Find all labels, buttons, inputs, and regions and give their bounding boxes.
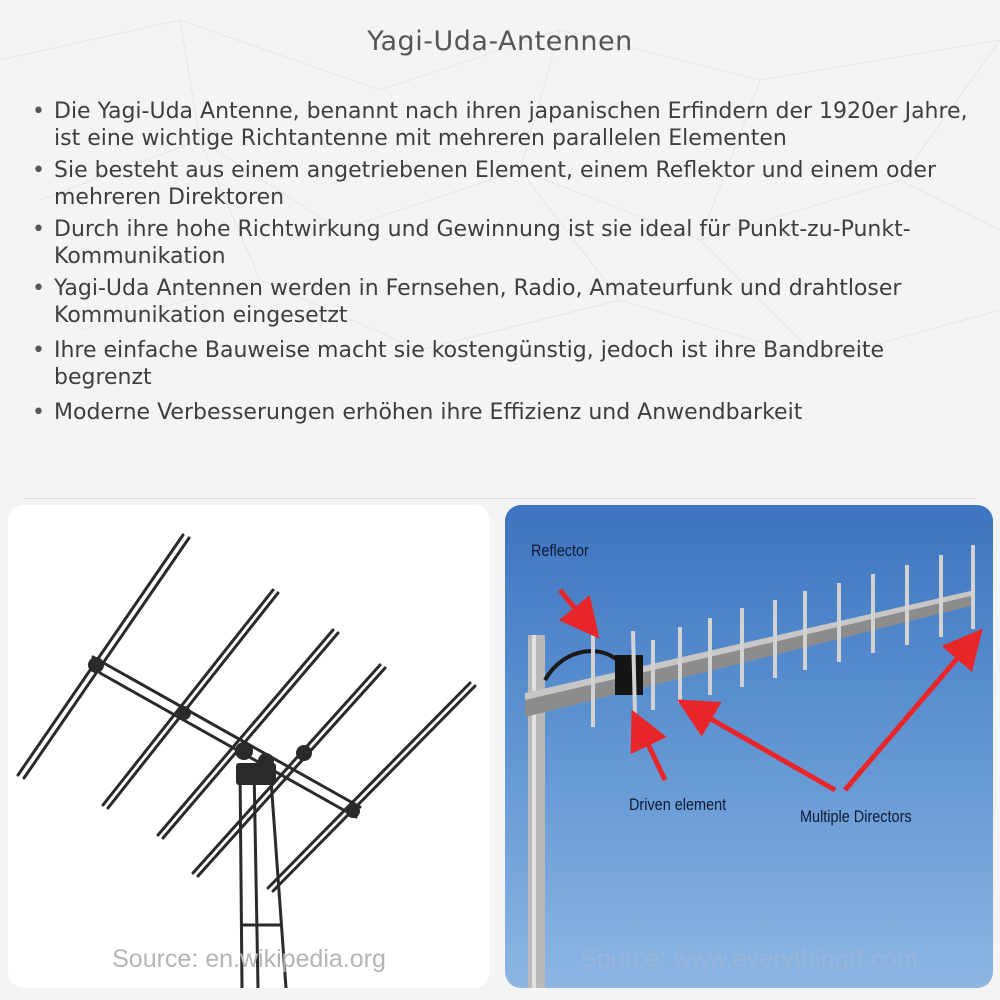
bullet-item: • Sie besteht aus einem angetriebenen Element, einem Reflektor und einem oder mehreren Direktoren [30,157,970,211]
antenna-photo [505,505,993,988]
image-source-caption: Source: www.everythingrf.com [580,945,918,973]
bullet-item: • Moderne Verbesserungen erhöhen ihre Effizienz und Anwendbarkeit [30,399,970,426]
antenna-photo-image [505,505,993,988]
divider [25,498,975,499]
reflector-label: Reflector [531,541,589,560]
multiple-directors-label: Multiple Directors [800,807,912,826]
bullet-item: • Die Yagi-Uda Antenne, benannt nach ihren japanischen Erfindern der 1920er Jahre, ist eine wichtige Richtantenne mit mehreren parallelen Elementen [30,98,970,152]
antenna-drawing [8,505,490,988]
antenna-drawing-image [8,505,490,988]
bullet-item: • Ihre einfache Bauweise macht sie kostengünstig, jedoch ist ihre Bandbreite begrenzt [30,337,970,391]
driven-element-label: Driven element [629,795,727,814]
page-title: Yagi-Uda-Antennen [367,26,633,57]
image-source-caption: Source: en.wikipedia.org [112,945,386,973]
bullet-list [30,98,970,431]
bullet-item: • Yagi-Uda Antennen werden in Fernsehen, Radio, Amateurfunk und drahtloser Kommunikation eingesetzt [30,275,970,329]
bullet-item: • Durch ihre hohe Richtwirkung und Gewinnung ist sie ideal für Punkt-zu-Punkt-Kommunikation [30,216,970,270]
